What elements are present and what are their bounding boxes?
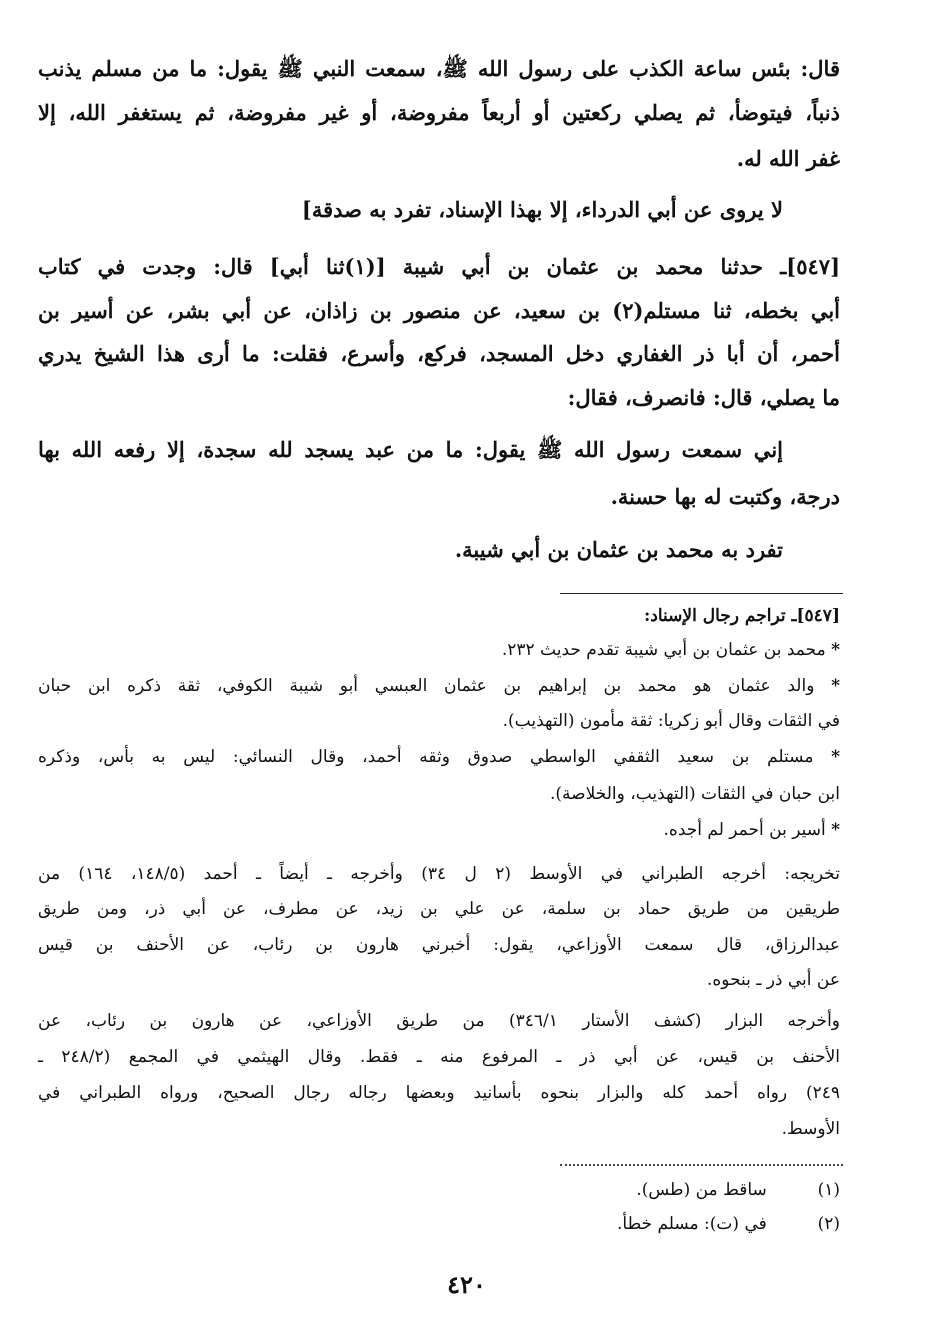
- note-text: في الثقات وقال أبو زكريا: ثقة مأمون (التهذيب).: [502, 711, 840, 731]
- note-text: مستلم بن سعيد الثقفي الواسطي صدوق وثقه أحمد، وقال النسائي: ليس به بأس، وذكره: [38, 747, 814, 767]
- takhrij-line: عبدالرزاق، قال سمعت الأوزاعي، يقول: أخبرني هارون بن رئاب، عن الأحنف بن قيس: [38, 935, 840, 955]
- note-text: محمد بن عثمان بن أبي شيبة تقدم حديث ٢٣٢.: [501, 640, 826, 660]
- hadith-text-line: درجة، وكتبت له بها حسنة.: [610, 484, 840, 509]
- notes-heading: [٥٤٧]ـ تراجم رجال الإسناد:: [644, 606, 840, 626]
- main-line: قال: بئس ساعة الكذب على رسول الله ﷺ، سمعت النبي ﷺ يقول: ما من مسلم يذنب: [38, 56, 840, 81]
- main-line: ذنباً، فيتوضأ، ثم يصلي ركعتين أو أربعاً مفروضة، أو غير مفروضة، ثم يستغفر الله، إلا: [38, 100, 840, 125]
- bazzar-line: الأحنف بن قيس، عن أبي ذر ـ المرفوع منه ـ فقط. وقال الهيثمي في المجمع (٢٤٨/٢ ـ: [38, 1047, 840, 1067]
- note-bullet-item: [38, 747, 840, 767]
- note-text: أسير بن أحمر لم أجده.: [663, 820, 826, 840]
- note-text: ابن حبان في الثقات (التهذيب، والخلاصة).: [550, 784, 840, 804]
- notes-separator: [560, 593, 843, 594]
- page-number: ٤٢٠: [447, 1270, 486, 1299]
- takhrij-line: تخريجه: أخرجه الطبراني في الأوسط (٢ ل ٣٤) وأخرجه ـ أيضاً ـ أحمد (١٤٨/٥، ١٦٤) من: [38, 864, 840, 884]
- footnote-number: (١): [817, 1180, 840, 1200]
- note-text: والد عثمان هو محمد بن إبراهيم بن عثمان العبسي أبو شيبة الكوفي، ثقة ذكره ابن حبان: [38, 676, 815, 696]
- note-bullet-item: [502, 640, 840, 660]
- bullet: *: [831, 820, 840, 840]
- bazzar-line: الأوسط.: [781, 1119, 840, 1139]
- main-line: غفر الله له.: [736, 146, 840, 171]
- note-bullet-item: [664, 820, 840, 840]
- takhrij-line: عن أبي ذر ـ بنحوه.: [706, 970, 840, 990]
- hadith-text-line: إني سمعت رسول الله ﷺ يقول: ما من عبد يسجد لله سجدة، إلا رفعه الله بها: [38, 437, 783, 462]
- bazzar-line: وأخرجه البزار (كشف الأستار ٣٤٦/١) من طريق الأوزاعي، عن هارون بن رئاب، عن: [38, 1011, 841, 1031]
- hadith-547-line: أبي بخطه، ثنا مستلم(٢) بن سعيد، عن منصور بن زاذان، عن أبي بشر، عن أسير بن: [38, 298, 841, 323]
- bazzar-line: ٢٤٩) رواه أحمد كله والبزار بنحوه بأسانيد وبعضها رجاله رجال الصحيح، ورواه الطبراني في: [38, 1083, 840, 1103]
- footnote-text: ساقط من (طس).: [636, 1180, 767, 1200]
- footnote-number: (٢): [817, 1214, 840, 1234]
- note-bullet-item: [38, 676, 840, 696]
- footnote-text: في (ت): مسلم خطأ.: [617, 1214, 767, 1234]
- bullet: *: [831, 640, 840, 660]
- hadith-547-line: ما يصلي، قال: فانصرف، فقال:: [567, 385, 840, 410]
- footnote: [636, 1180, 840, 1200]
- footnote: [617, 1214, 840, 1234]
- main-line: تفرد به محمد بن عثمان بن أبي شيبة.: [454, 537, 783, 562]
- takhrij-line: طريقين من طريق حماد بن سلمة، عن علي بن زيد، عن مطرف، عن أبي ذر، ومن طريق: [38, 899, 840, 919]
- bullet: *: [831, 747, 841, 767]
- hadith-547-line: [٥٤٧]ـ حدثنا محمد بن عثمان بن أبي شيبة [(١)ثنا أبي] قال: وجدت في كتاب: [38, 254, 840, 279]
- hadith-547-line: أحمر، أن أبا ذر الغفاري دخل المسجد، فركع، وأسرع، فقلت: ما أرى هذا الشيخ يدري: [38, 341, 840, 366]
- footnotes-separator: [560, 1164, 843, 1166]
- bullet: *: [831, 676, 841, 696]
- main-line: لا يروى عن أبي الدرداء، إلا بهذا الإسناد، تفرد به صدقة]: [301, 197, 783, 222]
